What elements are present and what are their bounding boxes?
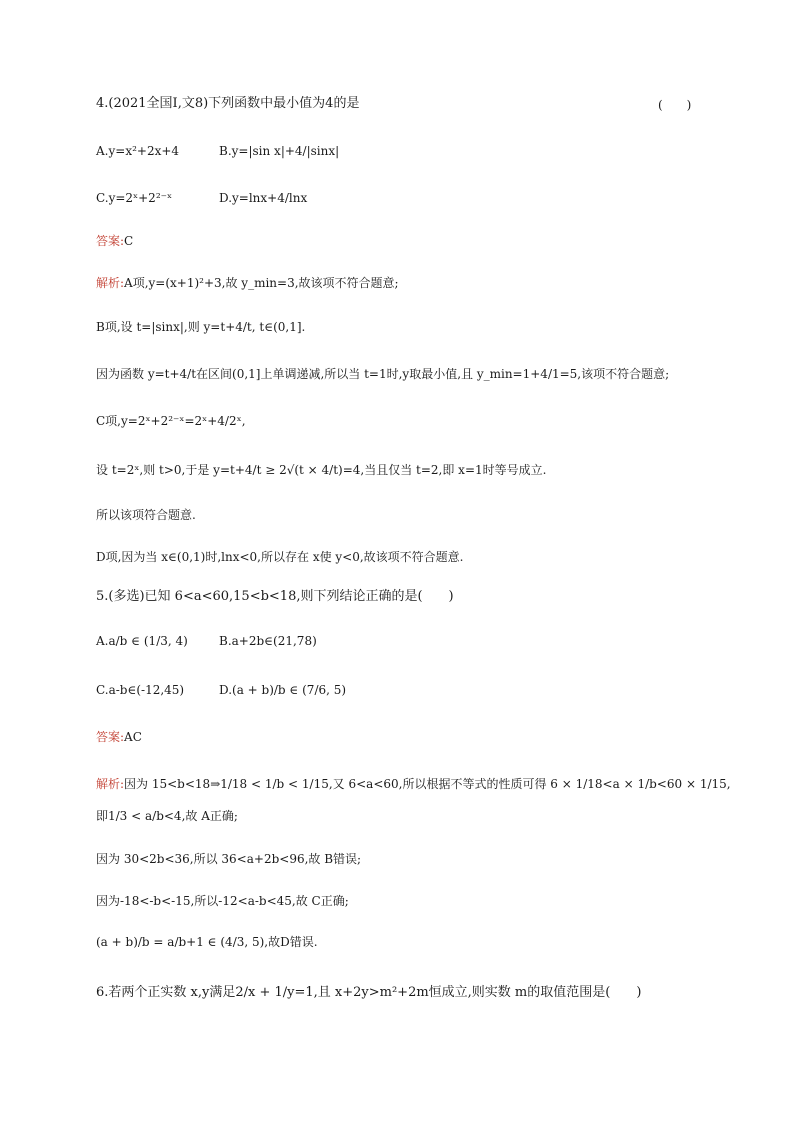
q4-analysis-4: C项,y=2ˣ+2²⁻ˣ=2ˣ+4/2ˣ, (96, 414, 246, 428)
q4-analysis-3: 因为函数 y=t+4/t在区间(0,1]上单调递减,所以当 t=1时,y取最小值,且 y_min=1+4/1=5,该项不符合题意; (96, 367, 670, 381)
q5-analysis-2: 即1/3 < a/b<4,故 A正确; (96, 809, 238, 823)
q4-option-a: A.y=x²+2x+4 (96, 144, 180, 158)
q4-option-c: C.y=2ˣ+2²⁻ˣ (96, 191, 173, 205)
analysis-text: 因为 15<b<18⇒1/18 < 1/b < 1/15,又 6<a<60,所以根据不等式的性质可得 6 × 1/18<a × 1/b<60 × 1/15, (124, 777, 731, 791)
q5-option-c: C.a-b∈(-12,45) (96, 683, 185, 697)
analysis-label: 解析: (96, 276, 125, 290)
answer-label: 答案: (96, 234, 125, 248)
q4-answer (96, 233, 133, 249)
q4-analysis-5: 设 t=2ˣ,则 t>0,于是 y=t+4/t ≥ 2√(t × 4/t)=4,当且仅当 t=2,即 x=1时等号成立. (96, 463, 547, 477)
q5-analysis-4: 因为-18<-b<-15,所以-12<a-b<45,故 C正确; (96, 894, 349, 908)
answer-value: AC (124, 730, 142, 744)
answer-label: 答案: (96, 730, 125, 744)
q4-analysis-2: B项,设 t=|sinx|,则 y=t+4/t, t∈(0,1]. (96, 320, 306, 334)
q4-analysis-7: D项,因为当 x∈(0,1)时,lnx<0,所以存在 x使 y<0,故该项不符合题意. (96, 550, 464, 564)
q5-stem: 5.(多选)已知 6<a<60,15<b<18,则下列结论正确的是( ) (96, 589, 454, 604)
q5-option-a: A.a/b ∈ (1/3, 4) (96, 634, 188, 648)
q4-option-d: D.y=lnx+4/lnx (219, 191, 308, 205)
q5-option-b: B.a+2b∈(21,78) (219, 634, 317, 648)
q4-stem: 4.(2021全国Ⅰ,文8)下列函数中最小值为4的是 (96, 96, 360, 111)
q4-option-b: B.y=|sin x|+4/|sinx| (219, 144, 340, 158)
q4-paren: ( ) (658, 98, 692, 112)
answer-value: C (124, 234, 134, 248)
q5-analysis-3: 因为 30<2b<36,所以 36<a+2b<96,故 B错误; (96, 852, 362, 866)
q5-option-d: D.(a + b)/b ∈ (7/6, 5) (219, 683, 347, 697)
q4-analysis-1 (96, 275, 399, 291)
analysis-label: 解析: (96, 777, 125, 791)
q4-analysis-6: 所以该项符合题意. (96, 508, 196, 522)
q5-analysis-1 (96, 776, 731, 792)
analysis-text: A项,y=(x+1)²+3,故 y_min=3,故该项不符合题意; (124, 276, 399, 290)
q5-answer (96, 729, 142, 745)
q5-analysis-5: (a + b)/b = a/b+1 ∈ (4/3, 5),故D错误. (96, 935, 318, 949)
q6-stem: 6.若两个正实数 x,y满足2/x + 1/y=1,且 x+2y>m²+2m恒成立,则实数 m的取值范围是( ) (96, 985, 642, 1000)
